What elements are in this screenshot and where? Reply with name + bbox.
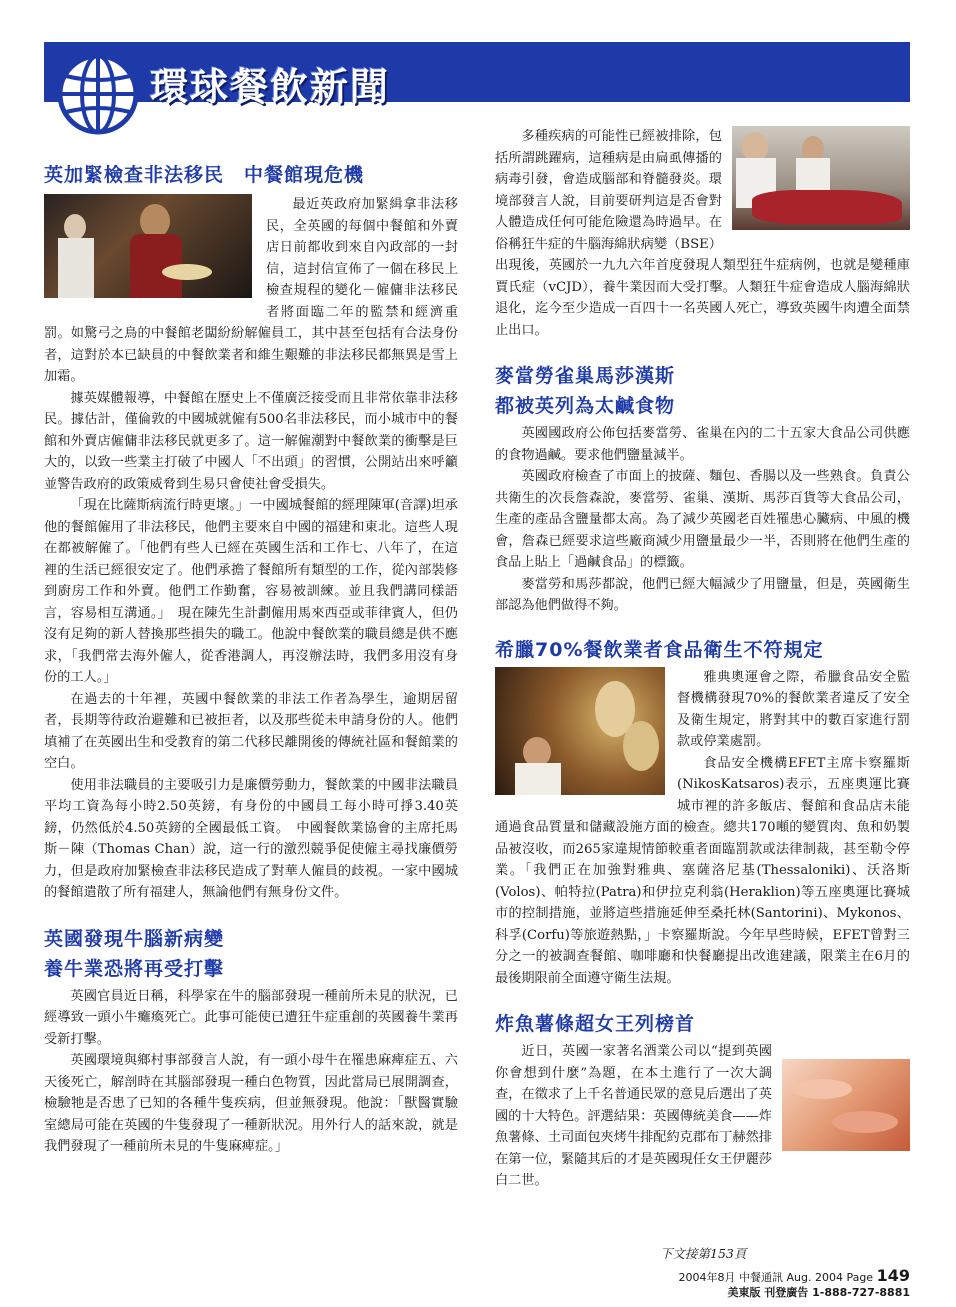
article3-headline-2: 都被英列為太鹹食物 [495,395,676,417]
globe-icon [56,52,140,136]
article3-paragraph: 英國政府檢查了市面上的披薩、麵包、香腸以及一些熟食。負責公共衛生的次長詹森說，麥當勞、雀巢、漢斯、馬莎百貨等大食品公司，生產的產品含鹽量都太高。為了減少英國老百姓罹患心臟病、中風的機會，詹森已經要求這些廠商減少用鹽量最少一半，否則將在他們生產的食品上貼上「過鹹食品」的標籤。 [495,469,910,570]
article4-headline: 希臘70%餐飲業者食品衛生不符規定 [495,638,824,661]
page-footer [679,1268,911,1300]
article4-body: 食品安全機構EFET主席卡察羅斯(NikosKatsaros)表示，五座奧運比賽城市裡的許多飯店、餐館和食品店未能通過食品質量和儲藏設施方面的檢查。總共170噸的變質肉、魚和奶製品被沒收，而265家違規情節較重者面臨罰款或法律制裁，甚至勒令停業。「我們正在加強對雅典、塞薩洛尼基(Thessaloniki)、沃洛斯(Volos)、帕特拉(Patra)和伊拉克利翁(Heraklion)等五座奧運比賽城市的控制措施，並將這些措施延伸至桑托林(Santorini)、Mykonos、科孚(Corfu)等旅遊熱點，」卡察羅斯說。今年早些時候，EFET曾對三分之一的被調查餐館、咖啡廳和快餐廳提出改進建議，限業主在6月的最後期限前全面遵守衛生法規。 [495,755,910,986]
article2-headline-2: 養牛業恐將再受打擊 [44,957,225,980]
article2-paragraph: 英國環境與鄉村事部發言人說，有一頭小母牛在罹患麻痺症五、六天後死亡，解剖時在其腦部發現一種白色物質，因此當局已展開調查，檢驗牠是否患了已知的各種牛隻疾病，但並無發現。他說：「獸醫實驗室總局可能在英國的牛隻發現了一種新狀況。用外行人的話來說，就是我們發現了一種前所未見的牛隻麻痺症。」 [44,1053,458,1154]
article1-headline: 英加緊檢查非法移民 中餐館現危機 [44,164,365,186]
article3-paragraph: 麥當勞和馬莎都說，他們已經大幅減少了用鹽量，但是，英國衛生部認為他們做得不夠。 [495,576,910,613]
continued-note: 下文接第153頁 [660,1246,747,1261]
page-number: 149 [876,1266,910,1285]
article2-paragraph: 英國官員近日稱，科學家在牛的腦部發現一種前所未見的狀況，已經導致一頭小牛癱瘓死亡。此事可能使已遭狂牛症重創的英國養牛業再受新打擊。 [44,988,458,1047]
article1-paragraph: 「現在比薩斯病流行時更壞。」一中國城餐館的經理陳軍(音譯)坦承他的餐館僱用了非法移民，他們主要來自中國的福建和東北。這些人現在都被解僱了。「他們有些人已經在英國生活和工作七、八年了，在這裡的生活已經很安定了。他們承擔了餐館所有類型的工作，從內部裝修到廚房工作和外賣。他們工作勤奮，容易被訓練。並且我們講同樣語言，容易相互溝通。」 現在陳先生計劃僱用馬來西亞或菲律賓人，但仍沒有足夠的新人替換那些損失的職工。他說中餐飲業的職員總是供不應求，「我們常去海外僱人，從香港調人，再沒辦法時，我們多用沒有身份的工人。」 [44,498,458,685]
market-sausage-photo [495,667,665,795]
kitchen-photo [44,194,252,298]
article5-paragraph: 近日，英國一家著名酒業公司以“提到英國你會想到什麼”為題，在本土進行了一次大調查，在徵求了上千名普通民眾的意見后選出了英國的十大特色。評選結果：英國傳統美食——炸魚薯條、土司面包夾烤牛排配約克郡布丁赫然排在第一位，緊隨其后的才是英國現任女王伊麗莎白二世。 [495,1044,772,1188]
meat-processing-photo [732,126,910,230]
article1-paragraph: 據英媒體報導，中餐館在歷史上不僅廣泛接受而且非常依靠非法移民。據估計，僅倫敦的中國城就僱有500名非法移民，而小城市中的餐館和外賣店僱傭非法移民就更多了。這一解僱潮對中餐飲業的衝擊是巨大的，以致一些業主打破了中國人「不出頭」的習慣，公開站出來呼籲並警告政府的政策威脅到生易只會使社會受損失。 [44,390,458,492]
article5-headline: 炸魚薯條超女王列榜首 [495,1013,696,1035]
article2-headline-1: 英國發現牛腦新病變 [44,927,225,950]
article2-continued: 多種疾病的可能性已經被排除，包括所謂跳躍病，這種病是由扁虱傳播的病毒引發，會造成腦部和脊髓發炎。環境部發言人說，目前要研判這是否會對人體造成任何可能危險還為時過早。在俗稱狂牛症的牛腦海綿狀病變（BSE）出現後，英國於一九九六年首度發現人類型狂牛症病例，也就是變種庫賈氏症（vCJD），養牛業因而大受打擊。人類狂牛症會造成人腦海綿狀退化，迄今至少造成一百四十一名英國人死亡，導致英國牛肉遭全面禁止出口。 [495,129,910,338]
footer-advert: 美東版 刊登廣告 1-888-727-8881 [727,1286,910,1299]
article3-headline-1: 麥當勞雀巢馬莎漢斯 [495,365,676,387]
fish-and-chips-photo [782,1059,910,1151]
left-column [44,160,458,1158]
article3-paragraph: 英國國政府公佈包括麥當勞、雀巢在內的二十五家大食品公司供應的食物過鹹。要求他們鹽量減半。 [495,426,910,463]
article1-paragraph: 最近英政府加緊緝拿非法移民，全英國的每個中餐館和外賣店日前都收到來自內政部的一封信，這封信宣佈了一個在移民上檢查規程的變化－僱傭非法移民者將面臨二年的監禁和經濟重罰。如驚弓之鳥的中餐館老闆紛紛解僱員工，其中甚至包括有合法身份者，這對於本已缺員的中餐飲業者和維生艱難的非法移民都無異是雪上加霜。 [44,197,458,384]
section-title: 環球餐飲新聞 [150,65,391,109]
article4-intro: 雅典奧運會之際，希臘食品安全監督機構發現70%的餐飲業者違反了安全及衛生規定，將對其中的數百家進行罰款或停業處罰。 [677,669,910,749]
right-column [495,126,910,1192]
footer-issue: 2004年8月 中餐通訊 Aug. 2004 Page [678,1271,874,1284]
article1-paragraph: 使用非法職員的主要吸引力是廉價勞動力，餐飲業的中國非法職員平均工資為每小時2.50英鎊，有身份的中國員工每小時可掙3.40英鎊，仍然低於4.50英鎊的全國最低工資。 中國餐飲業協會的主席托馬斯－陳（Thomas Chan）說，這一行的激烈競爭促使僱主尋找廉價勞力，但是政府加緊檢查非法移民造成了對華人僱員的歧視。一家中國城的餐館遣散了所有福建人，無論他們有無身份文件。 [44,777,458,900]
article1-paragraph: 在過去的十年裡，英國中餐飲業的非法工作者為學生，逾期居留者，長期等待政治避難和已被拒者，以及那些從未申請身份的人。他們填補了在英國出生和受教育的第二代移民離開後的傳統社區和餐館業的空白。 [44,691,458,771]
